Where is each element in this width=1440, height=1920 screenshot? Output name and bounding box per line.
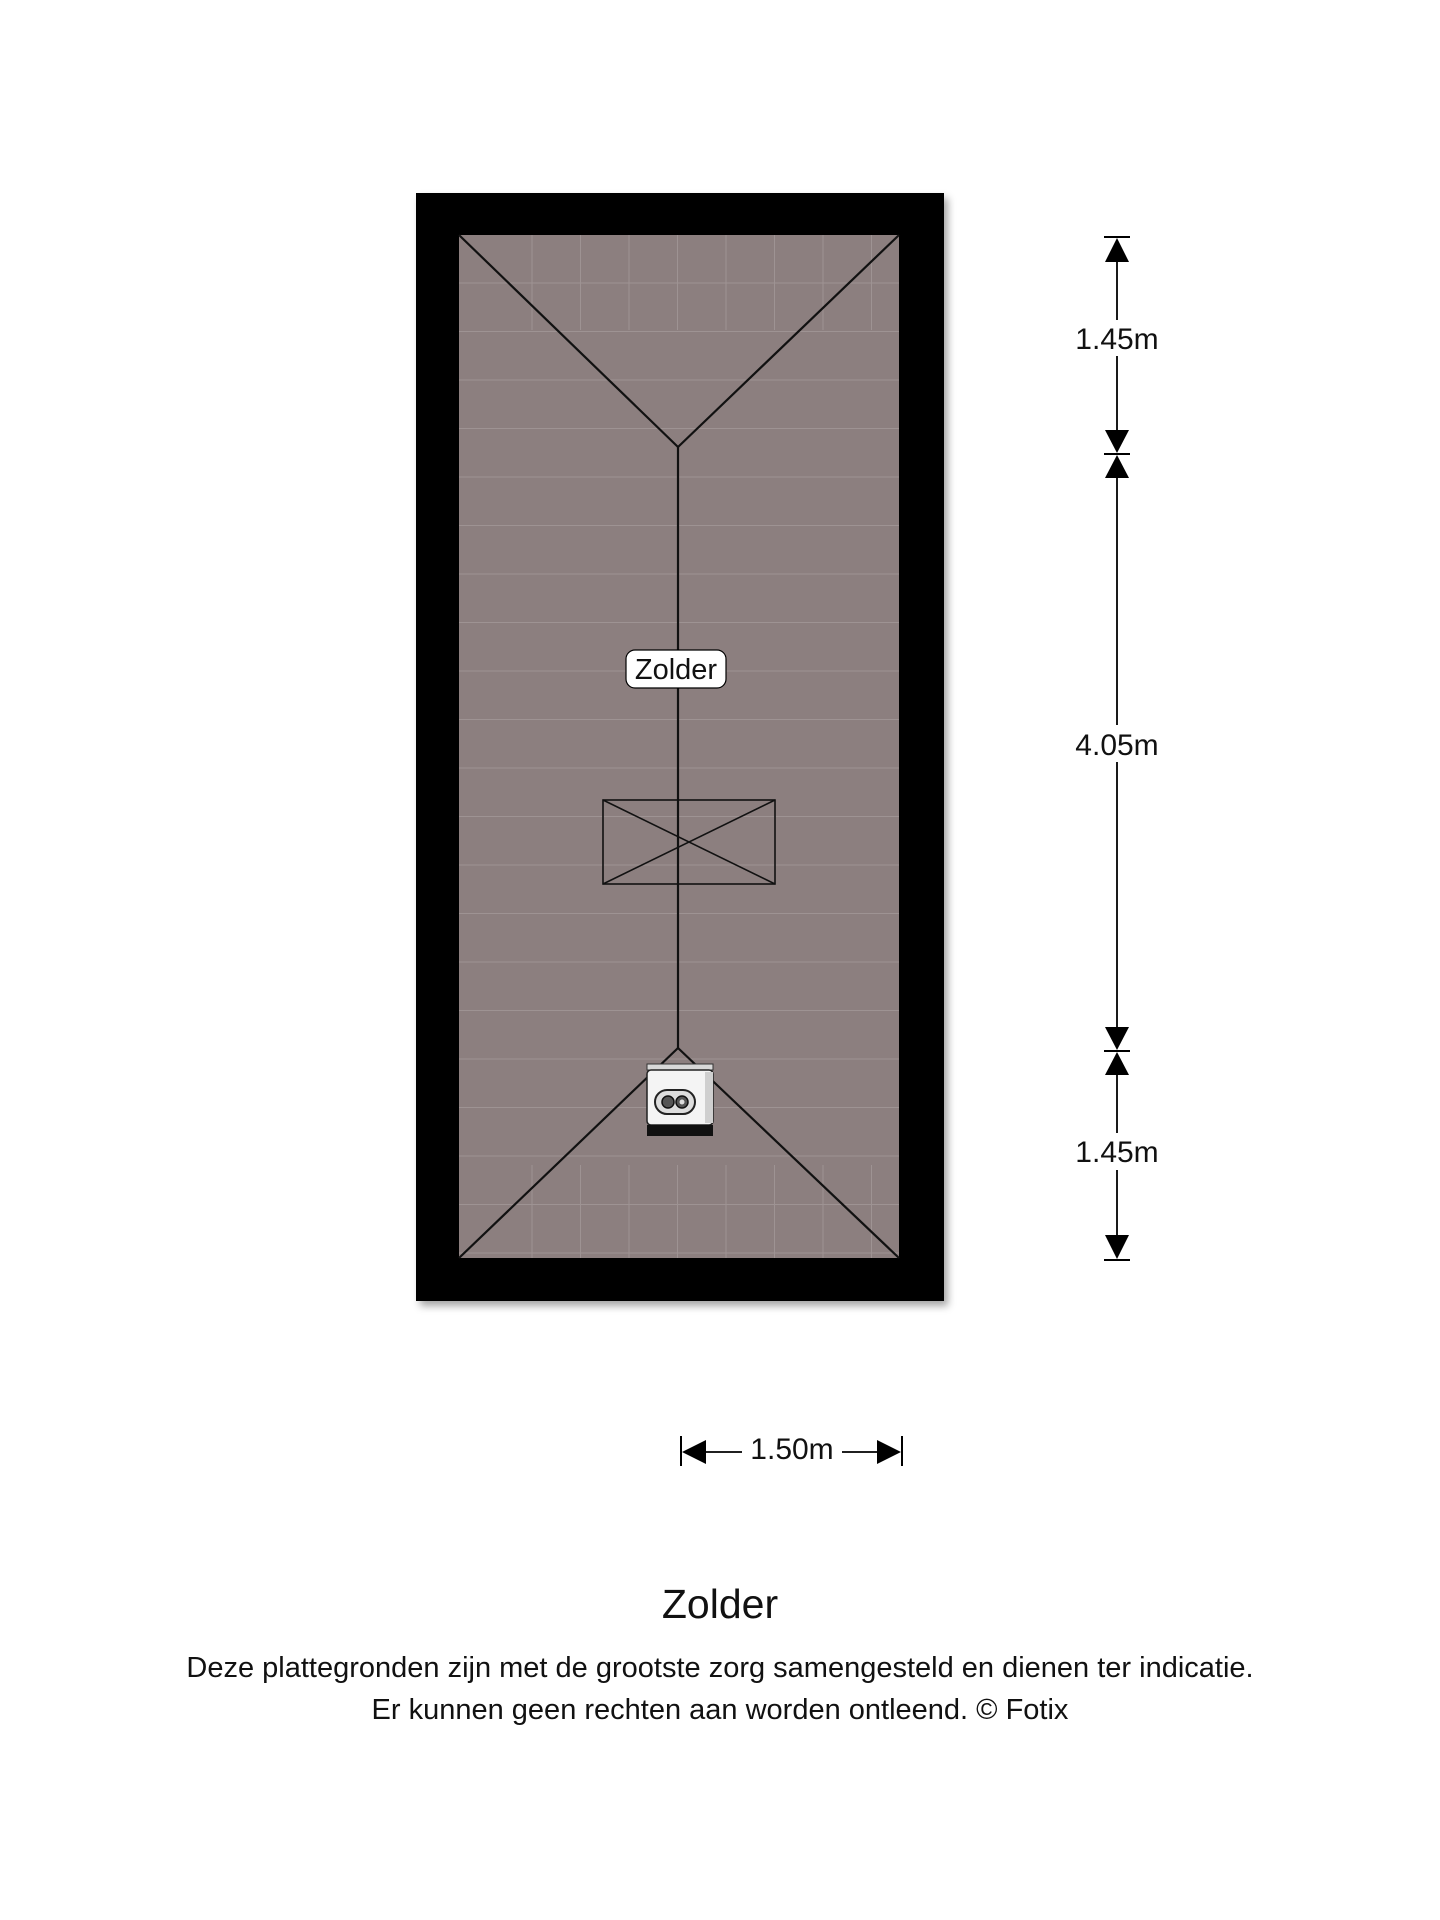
arrow-head-icon xyxy=(1105,1235,1129,1259)
vertical-dimensions xyxy=(1075,237,1158,1260)
dim-label-top: 1.45m xyxy=(1075,323,1159,356)
caption-title: Zolder xyxy=(661,1581,779,1627)
dim-label-middle: 4.05m xyxy=(1075,729,1159,762)
disclaimer-line-2: Er kunnen geen rechten aan worden ontleend. © Fotix xyxy=(371,1694,1069,1726)
horizontal-dimension xyxy=(681,1433,902,1466)
room-label xyxy=(626,650,726,688)
disclaimer-line-1: Deze plattegronden zijn met de grootste zorg samengesteld en dienen ter indicatie. xyxy=(186,1652,1254,1684)
arrow-head-icon xyxy=(1105,238,1129,262)
dim-label-horizontal: 1.50m xyxy=(750,1433,834,1466)
room-label-text: Zolder xyxy=(634,654,718,686)
arrow-head-icon xyxy=(1105,430,1129,453)
boiler-icon xyxy=(647,1064,713,1136)
arrow-head-icon xyxy=(1105,1052,1129,1075)
arrow-head-icon xyxy=(682,1440,706,1464)
dim-label-bottom: 1.45m xyxy=(1075,1136,1159,1169)
arrow-head-icon xyxy=(1105,1027,1129,1050)
arrow-head-icon xyxy=(877,1440,901,1464)
arrow-head-icon xyxy=(1105,455,1129,478)
